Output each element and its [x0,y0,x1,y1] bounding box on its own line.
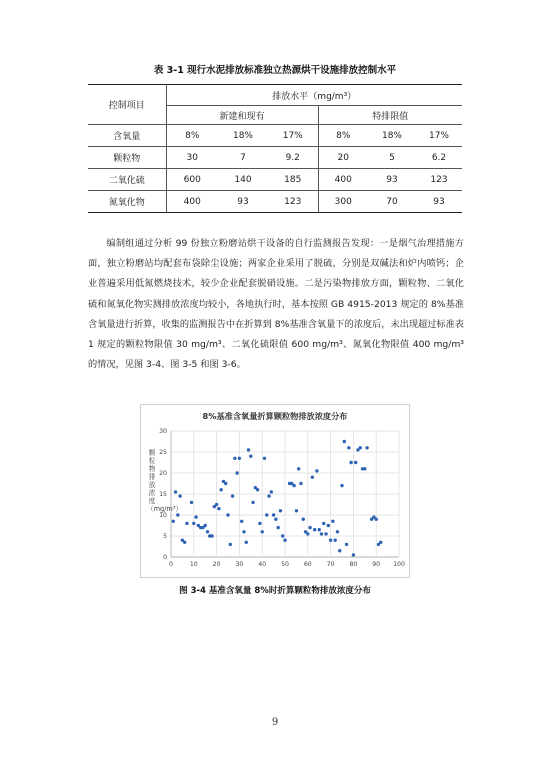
data-point [295,509,298,512]
data-point [359,446,362,449]
data-point [281,534,284,537]
data-point [206,530,209,533]
data-point [245,541,248,544]
data-point [333,539,336,542]
data-point [242,530,245,533]
table-cell: 18% [218,125,268,147]
data-point [283,539,286,542]
table-cell: 30 [166,147,218,169]
y-tick-label: 25 [159,449,167,457]
data-point [349,461,352,464]
x-tick-label: 50 [281,561,289,568]
table-cell: 6.2 [416,147,462,169]
data-point [363,467,366,470]
table-cell: 140 [218,169,268,191]
data-point [265,513,268,516]
x-tick-label: 100 [393,561,405,568]
header-control-item: 控制项目 [88,85,166,125]
table-title: 表 3-1 现行水泥排放标准独立热源烘干设施排放控制水平 [153,65,397,76]
data-point [345,543,348,546]
data-point [347,446,350,449]
data-point [272,513,275,516]
data-point [299,482,302,485]
scatter-plot-area [141,405,409,577]
data-point [274,518,277,521]
header-group-new-existing: 新建和现有 [166,106,318,125]
data-point [318,528,321,531]
table-cell: 300 [318,191,368,213]
table-cell: 400 [318,169,368,191]
data-point [192,522,195,525]
table-cell: 123 [268,191,318,213]
row-label: 二氧化硫 [88,169,166,191]
table-row [88,169,462,191]
x-tick-label: 40 [258,561,267,568]
paragraph-text: 编制组通过分析 99 份独立粉磨站烘干设备的自行监测报告发现：一是烟气治理措施方面，独立粉磨站均配套布袋除尘设施；两家企业采用了脱硫，分别是双碱法和炉内喷钙；企业普遍采用低氮燃烧技术，较少企业配套脱硝设施。二是污染物排放方面，颗粒物、二氧化硫和氮氧化物实测排放浓度均较小，各地执行时，基本按照 GB 4915-2013 规定的 8%基准含氧量进行折算，收集的监测报告中在折算到 8%基准含氧量下的浓度后，未出现超过标准表 1 规定的颗粒物限值 30 mg/m³、二氧化硫限值 600 mg/m³、氮氧化物限值 400 mg/m³ 的情况，见图 3-4、图 3-5 和图 3-6。 [88,238,464,371]
data-point [229,543,232,546]
table-cell: 93 [218,191,268,213]
data-point [249,455,252,458]
table-cell: 8% [166,125,218,147]
y-tick-label: 15 [159,491,167,499]
table-cell: 600 [166,169,218,191]
table-cell: 400 [166,191,218,213]
x-tick-label: 90 [372,561,381,568]
row-label: 氮氧化物 [88,191,166,213]
table-cell: 70 [368,191,416,213]
data-point [224,482,227,485]
data-point [176,513,179,516]
data-point [256,488,259,491]
y-tick-label: 10 [159,512,167,520]
data-point [354,461,357,464]
data-point [240,520,243,523]
x-tick-label: 80 [349,561,358,568]
data-point [297,467,300,470]
data-point [267,494,270,497]
data-point [261,530,264,533]
page-number: 9 [271,717,279,728]
data-point [226,513,229,516]
x-tick-label: 20 [212,561,221,568]
y-tick-label: 30 [159,428,167,436]
y-axis-label: 颗粒物排放浓度（mg/m³） [147,449,183,513]
data-point [174,490,177,493]
data-point [365,446,368,449]
data-point [238,457,241,460]
data-point [190,501,193,504]
data-point [322,522,325,525]
x-tick-label: 60 [303,561,312,568]
y-tick-label: 5 [163,533,167,541]
data-point [183,541,186,544]
table-row [88,191,462,213]
table-row [88,147,462,169]
data-point [379,541,382,544]
table-cell: 5 [368,147,416,169]
data-point [215,503,218,506]
table-row [88,125,462,147]
data-point [247,448,250,451]
table-cell: 17% [416,125,462,147]
y-tick-label: 0 [163,554,167,562]
data-point [263,457,266,460]
data-point [279,509,282,512]
data-point [194,515,197,518]
figure-caption: 图 3-4 基准含氧量 8%时折算颗粒物排放浓度分布 [179,586,371,596]
data-point [375,518,378,521]
data-point [340,484,343,487]
data-point [172,520,175,523]
data-point [320,532,323,535]
table-cell: 123 [416,169,462,191]
data-point [292,484,295,487]
table-cell: 17% [268,125,318,147]
y-tick-label: 20 [159,470,167,478]
scatter-chart [140,404,410,578]
data-point [315,469,318,472]
x-tick-label: 0 [169,561,173,568]
table-cell: 185 [268,169,318,191]
data-point [276,526,279,529]
data-point [302,518,305,521]
data-point [306,532,309,535]
data-point [258,522,261,525]
x-tick-label: 70 [326,561,335,568]
data-point [231,494,234,497]
data-point [270,490,273,493]
table-cell: 18% [368,125,416,147]
chart-title: 8%基准含氧量折算颗粒物排放浓度分布 [202,411,348,421]
data-point [219,488,222,491]
header-group-special-limit: 特排限值 [318,106,462,125]
table-cell: 7 [218,147,268,169]
data-point [352,553,355,556]
data-point [329,539,332,542]
data-point [311,476,314,479]
data-point [185,522,188,525]
row-label: 含氧量 [88,125,166,147]
data-point [313,528,316,531]
data-point [178,494,181,497]
table-cell: 20 [318,147,368,169]
data-point [343,440,346,443]
body-paragraph [88,234,464,375]
x-tick-label: 30 [235,561,244,568]
data-point [336,530,339,533]
data-point [327,524,330,527]
data-point [251,501,254,504]
row-label: 颗粒物 [88,147,166,169]
x-tick-label: 10 [189,561,198,568]
data-point [308,526,311,529]
data-point [233,457,236,460]
table-cell: 93 [368,169,416,191]
data-point [217,507,220,510]
data-point [338,549,341,552]
data-point [235,471,238,474]
header-emission-level: 排放水平（mg/m³） [166,85,462,106]
data-point [331,520,334,523]
table-cell: 9.2 [268,147,318,169]
emission-limits-table [88,84,462,213]
table-cell: 8% [318,125,368,147]
table-cell: 93 [416,191,462,213]
data-point [324,532,327,535]
data-point [204,524,207,527]
data-point [210,534,213,537]
